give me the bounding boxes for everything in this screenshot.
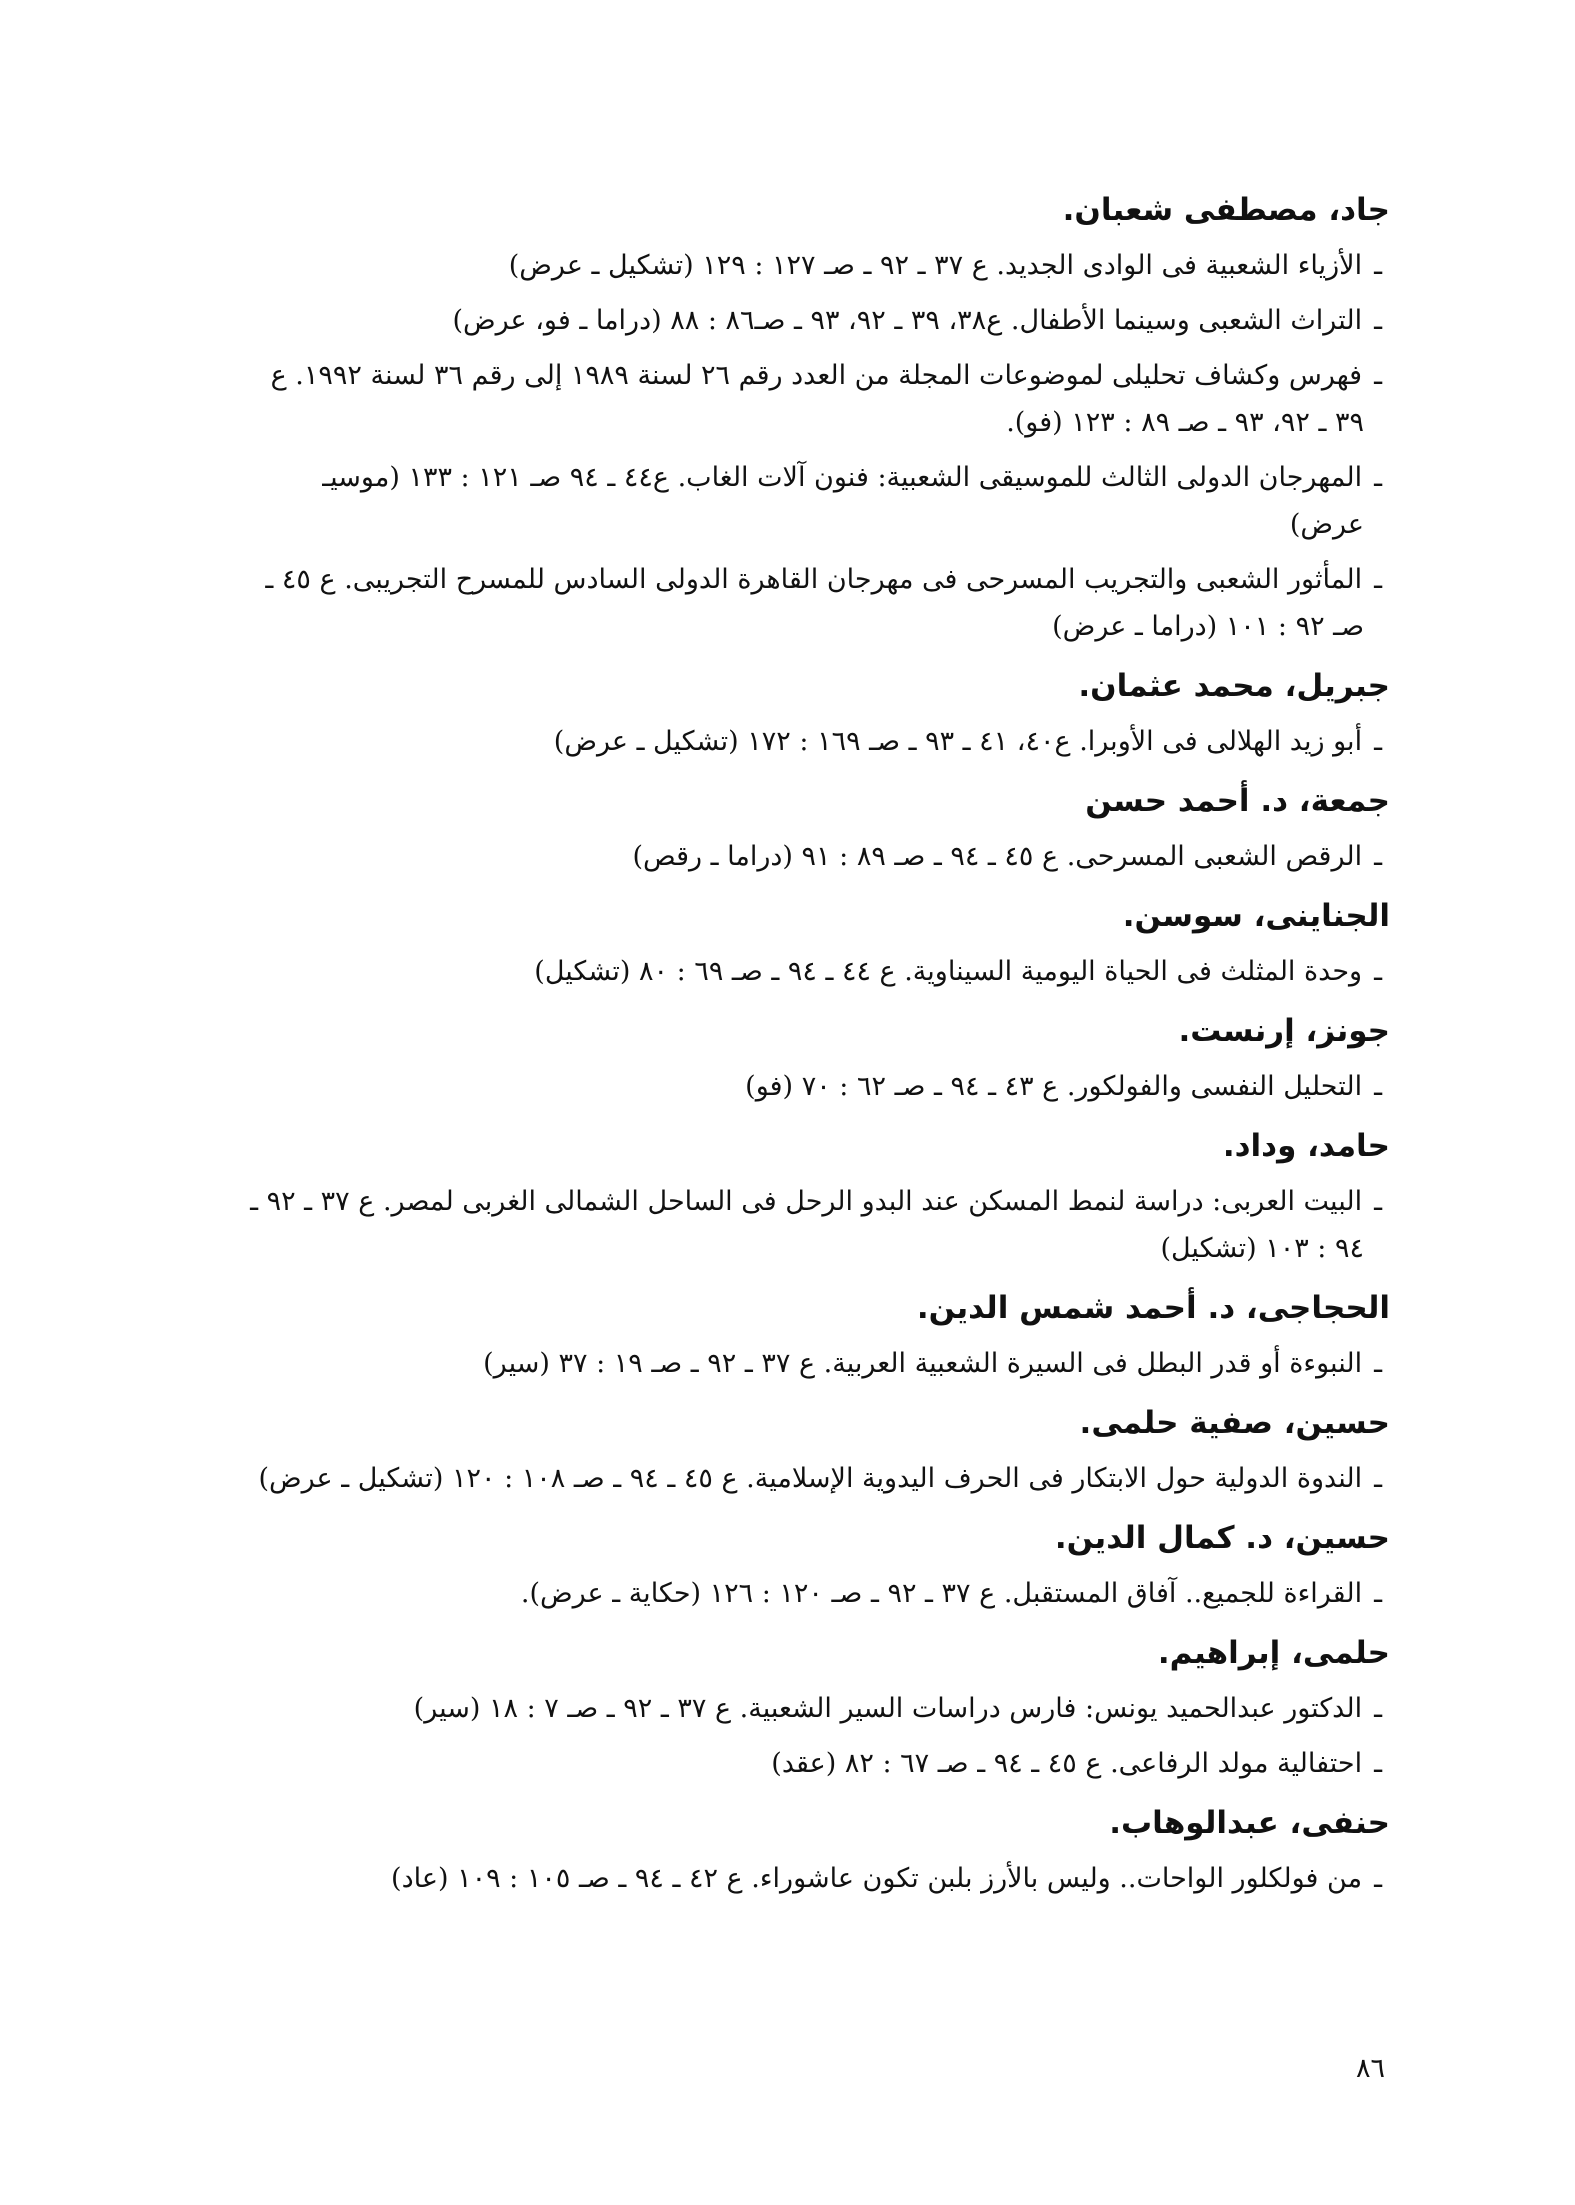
entry-text: فهرس وكشاف تحليلى لموضوعات المجلة من العدد رقم ٢٦ لسنة ١٩٨٩ إلى رقم ٣٦ لسنة ١٩٩٢. ع bbox=[270, 360, 1363, 391]
entry-text-continuation: ٩٤ : ١٠٣ (تشكيل) bbox=[1160, 1233, 1364, 1264]
entry-item bbox=[185, 556, 1390, 650]
entry-dash: ـ bbox=[1374, 1463, 1382, 1494]
entry-dash: ـ bbox=[1374, 1071, 1382, 1102]
entry-item bbox=[185, 1178, 1390, 1272]
author-name: حلمى، إبراهيم. bbox=[1157, 1635, 1390, 1671]
entry-dash: ـ bbox=[1374, 1186, 1382, 1217]
entry-text: أبو زيد الهلالى فى الأوبرا. ع٤٠، ٤١ ـ ٩٣ ـ صـ ١٦٩ : ١٧٢ (تشكيل ـ عرض) bbox=[553, 726, 1363, 757]
entry-text-continuation: صـ ٩٢ : ١٠١ (دراما ـ عرض) bbox=[1052, 611, 1364, 642]
entry-list bbox=[185, 1855, 1390, 1902]
entry-item bbox=[185, 352, 1390, 446]
entry-list bbox=[185, 948, 1390, 995]
entry-item bbox=[185, 1340, 1390, 1387]
author-name: حسين، صفية حلمى. bbox=[1079, 1405, 1390, 1441]
entry-dash: ـ bbox=[1374, 956, 1382, 987]
author-block bbox=[185, 1124, 1390, 1272]
entry-text: القراءة للجميع.. آفاق المستقبل. ع ٣٧ ـ ٩٢ ـ صـ ١٢٠ : ١٢٦ (حكاية ـ عرض). bbox=[520, 1578, 1363, 1609]
author-name: جاد، مصطفى شعبان. bbox=[1062, 192, 1390, 228]
entry-text: الندوة الدولية حول الابتكار فى الحرف اليدوية الإسلامية. ع ٤٥ ـ ٩٤ ـ صـ ١٠٨ : ١٢٠ (تشكيل ـ عرض) bbox=[258, 1463, 1363, 1494]
entry-dash: ـ bbox=[1374, 1748, 1382, 1779]
author-block bbox=[185, 664, 1390, 765]
entry-text: المهرجان الدولى الثالث للموسيقى الشعبية: فنون آلات الغاب. ع٤٤ ـ ٩٤ صـ ١٢١ : ١٣٣ (موسيـ bbox=[322, 462, 1363, 493]
entry-item bbox=[185, 297, 1390, 344]
entry-item bbox=[185, 948, 1390, 995]
entry-dash: ـ bbox=[1374, 305, 1382, 336]
entry-dash: ـ bbox=[1374, 250, 1382, 281]
author-block bbox=[185, 1801, 1390, 1902]
author-block bbox=[185, 894, 1390, 995]
author-name: جبريل، محمد عثمان. bbox=[1078, 668, 1390, 704]
entry-text: المأثور الشعبى والتجريب المسرحى فى مهرجان القاهرة الدولى السادس للمسرح التجريبى. ع ٤٥ ـ bbox=[265, 564, 1363, 595]
entry-item bbox=[185, 454, 1390, 548]
author-name: جمعة، د. أحمد حسن bbox=[1085, 783, 1390, 819]
author-name: جونز، إرنست. bbox=[1178, 1013, 1390, 1049]
entry-dash: ـ bbox=[1374, 1693, 1382, 1724]
entry-list bbox=[185, 242, 1390, 650]
author-block bbox=[185, 1401, 1390, 1502]
entry-list bbox=[185, 718, 1390, 765]
entry-item bbox=[185, 1740, 1390, 1787]
entry-list bbox=[185, 1685, 1390, 1787]
entry-item bbox=[185, 1570, 1390, 1617]
entry-item bbox=[185, 718, 1390, 765]
entry-text: احتفالية مولد الرفاعى. ع ٤٥ ـ ٩٤ ـ صـ ٦٧ : ٨٢ (عقد) bbox=[771, 1748, 1363, 1779]
author-name: حسين، د. كمال الدين. bbox=[1054, 1520, 1390, 1556]
entry-item bbox=[185, 1855, 1390, 1902]
author-block bbox=[185, 1286, 1390, 1387]
entry-text-continuation: عرض) bbox=[1289, 509, 1364, 540]
author-name: الجناينى، سوسن. bbox=[1122, 898, 1390, 934]
entry-text: الأزياء الشعبية فى الوادى الجديد. ع ٣٧ ـ ٩٢ ـ صـ ١٢٧ : ١٢٩ (تشكيل ـ عرض) bbox=[508, 250, 1363, 281]
entry-item bbox=[185, 242, 1390, 289]
entry-text: النبوءة أو قدر البطل فى السيرة الشعبية العربية. ع ٣٧ ـ ٩٢ ـ صـ ١٩ : ٣٧ (سير) bbox=[483, 1348, 1363, 1379]
author-block bbox=[185, 188, 1390, 650]
entry-item bbox=[185, 1685, 1390, 1732]
entry-item bbox=[185, 1063, 1390, 1110]
entry-item bbox=[185, 1455, 1390, 1502]
entry-text: الدكتور عبدالحميد يونس: فارس دراسات السير الشعبية. ع ٣٧ ـ ٩٢ ـ صـ ٧ : ١٨ (سير) bbox=[413, 1693, 1363, 1724]
author-block bbox=[185, 1516, 1390, 1617]
author-name: الحجاجى، د. أحمد شمس الدين. bbox=[916, 1290, 1390, 1326]
author-block bbox=[185, 1009, 1390, 1110]
entry-dash: ـ bbox=[1374, 1578, 1382, 1609]
entry-text: من فولكلور الواحات.. وليس بالأرز بلبن تكون عاشوراء. ع ٤٢ ـ ٩٤ ـ صـ ١٠٥ : ١٠٩ (عاد) bbox=[391, 1863, 1363, 1894]
author-name: حامد، وداد. bbox=[1222, 1128, 1390, 1164]
entry-dash: ـ bbox=[1374, 462, 1382, 493]
entry-dash: ـ bbox=[1374, 1348, 1382, 1379]
entry-list bbox=[185, 1455, 1390, 1502]
entry-list bbox=[185, 1178, 1390, 1272]
author-block bbox=[185, 1631, 1390, 1787]
entry-item bbox=[185, 833, 1390, 880]
entry-list bbox=[185, 833, 1390, 880]
entry-text: الرقص الشعبى المسرحى. ع ٤٥ ـ ٩٤ ـ صـ ٨٩ : ٩١ (دراما ـ رقص) bbox=[632, 841, 1363, 872]
entry-text-continuation: ٣٩ ـ ٩٢، ٩٣ ـ صـ ٨٩ : ١٢٣ (فو). bbox=[1006, 407, 1364, 438]
entry-dash: ـ bbox=[1374, 726, 1382, 757]
entry-text: وحدة المثلث فى الحياة اليومية السيناوية. ع ٤٤ ـ ٩٤ ـ صـ ٦٩ : ٨٠ (تشكيل) bbox=[534, 956, 1363, 987]
entry-list bbox=[185, 1340, 1390, 1387]
entry-list bbox=[185, 1570, 1390, 1617]
author-name: حنفى، عبدالوهاب. bbox=[1109, 1805, 1390, 1841]
bibliography-index bbox=[185, 188, 1390, 1916]
entry-text: التحليل النفسى والفولكور. ع ٤٣ ـ ٩٤ ـ صـ ٦٢ : ٧٠ (فو) bbox=[745, 1071, 1363, 1102]
entry-dash: ـ bbox=[1374, 1863, 1382, 1894]
entry-list bbox=[185, 1063, 1390, 1110]
entry-dash: ـ bbox=[1374, 841, 1382, 872]
entry-dash: ـ bbox=[1374, 564, 1382, 595]
entry-text: البيت العربى: دراسة لنمط المسكن عند البدو الرحل فى الساحل الشمالى الغربى لمصر. ع ٣٧ ـ ٩٢ ـ bbox=[250, 1186, 1363, 1217]
entry-text: التراث الشعبى وسينما الأطفال. ع٣٨، ٣٩ ـ ٩٢، ٩٣ ـ صـ٨٦ : ٨٨ (دراما ـ فو، عرض) bbox=[452, 305, 1363, 336]
entry-dash: ـ bbox=[1374, 360, 1382, 391]
author-block bbox=[185, 779, 1390, 880]
page-number: ٨٦ bbox=[1355, 2053, 1385, 2084]
